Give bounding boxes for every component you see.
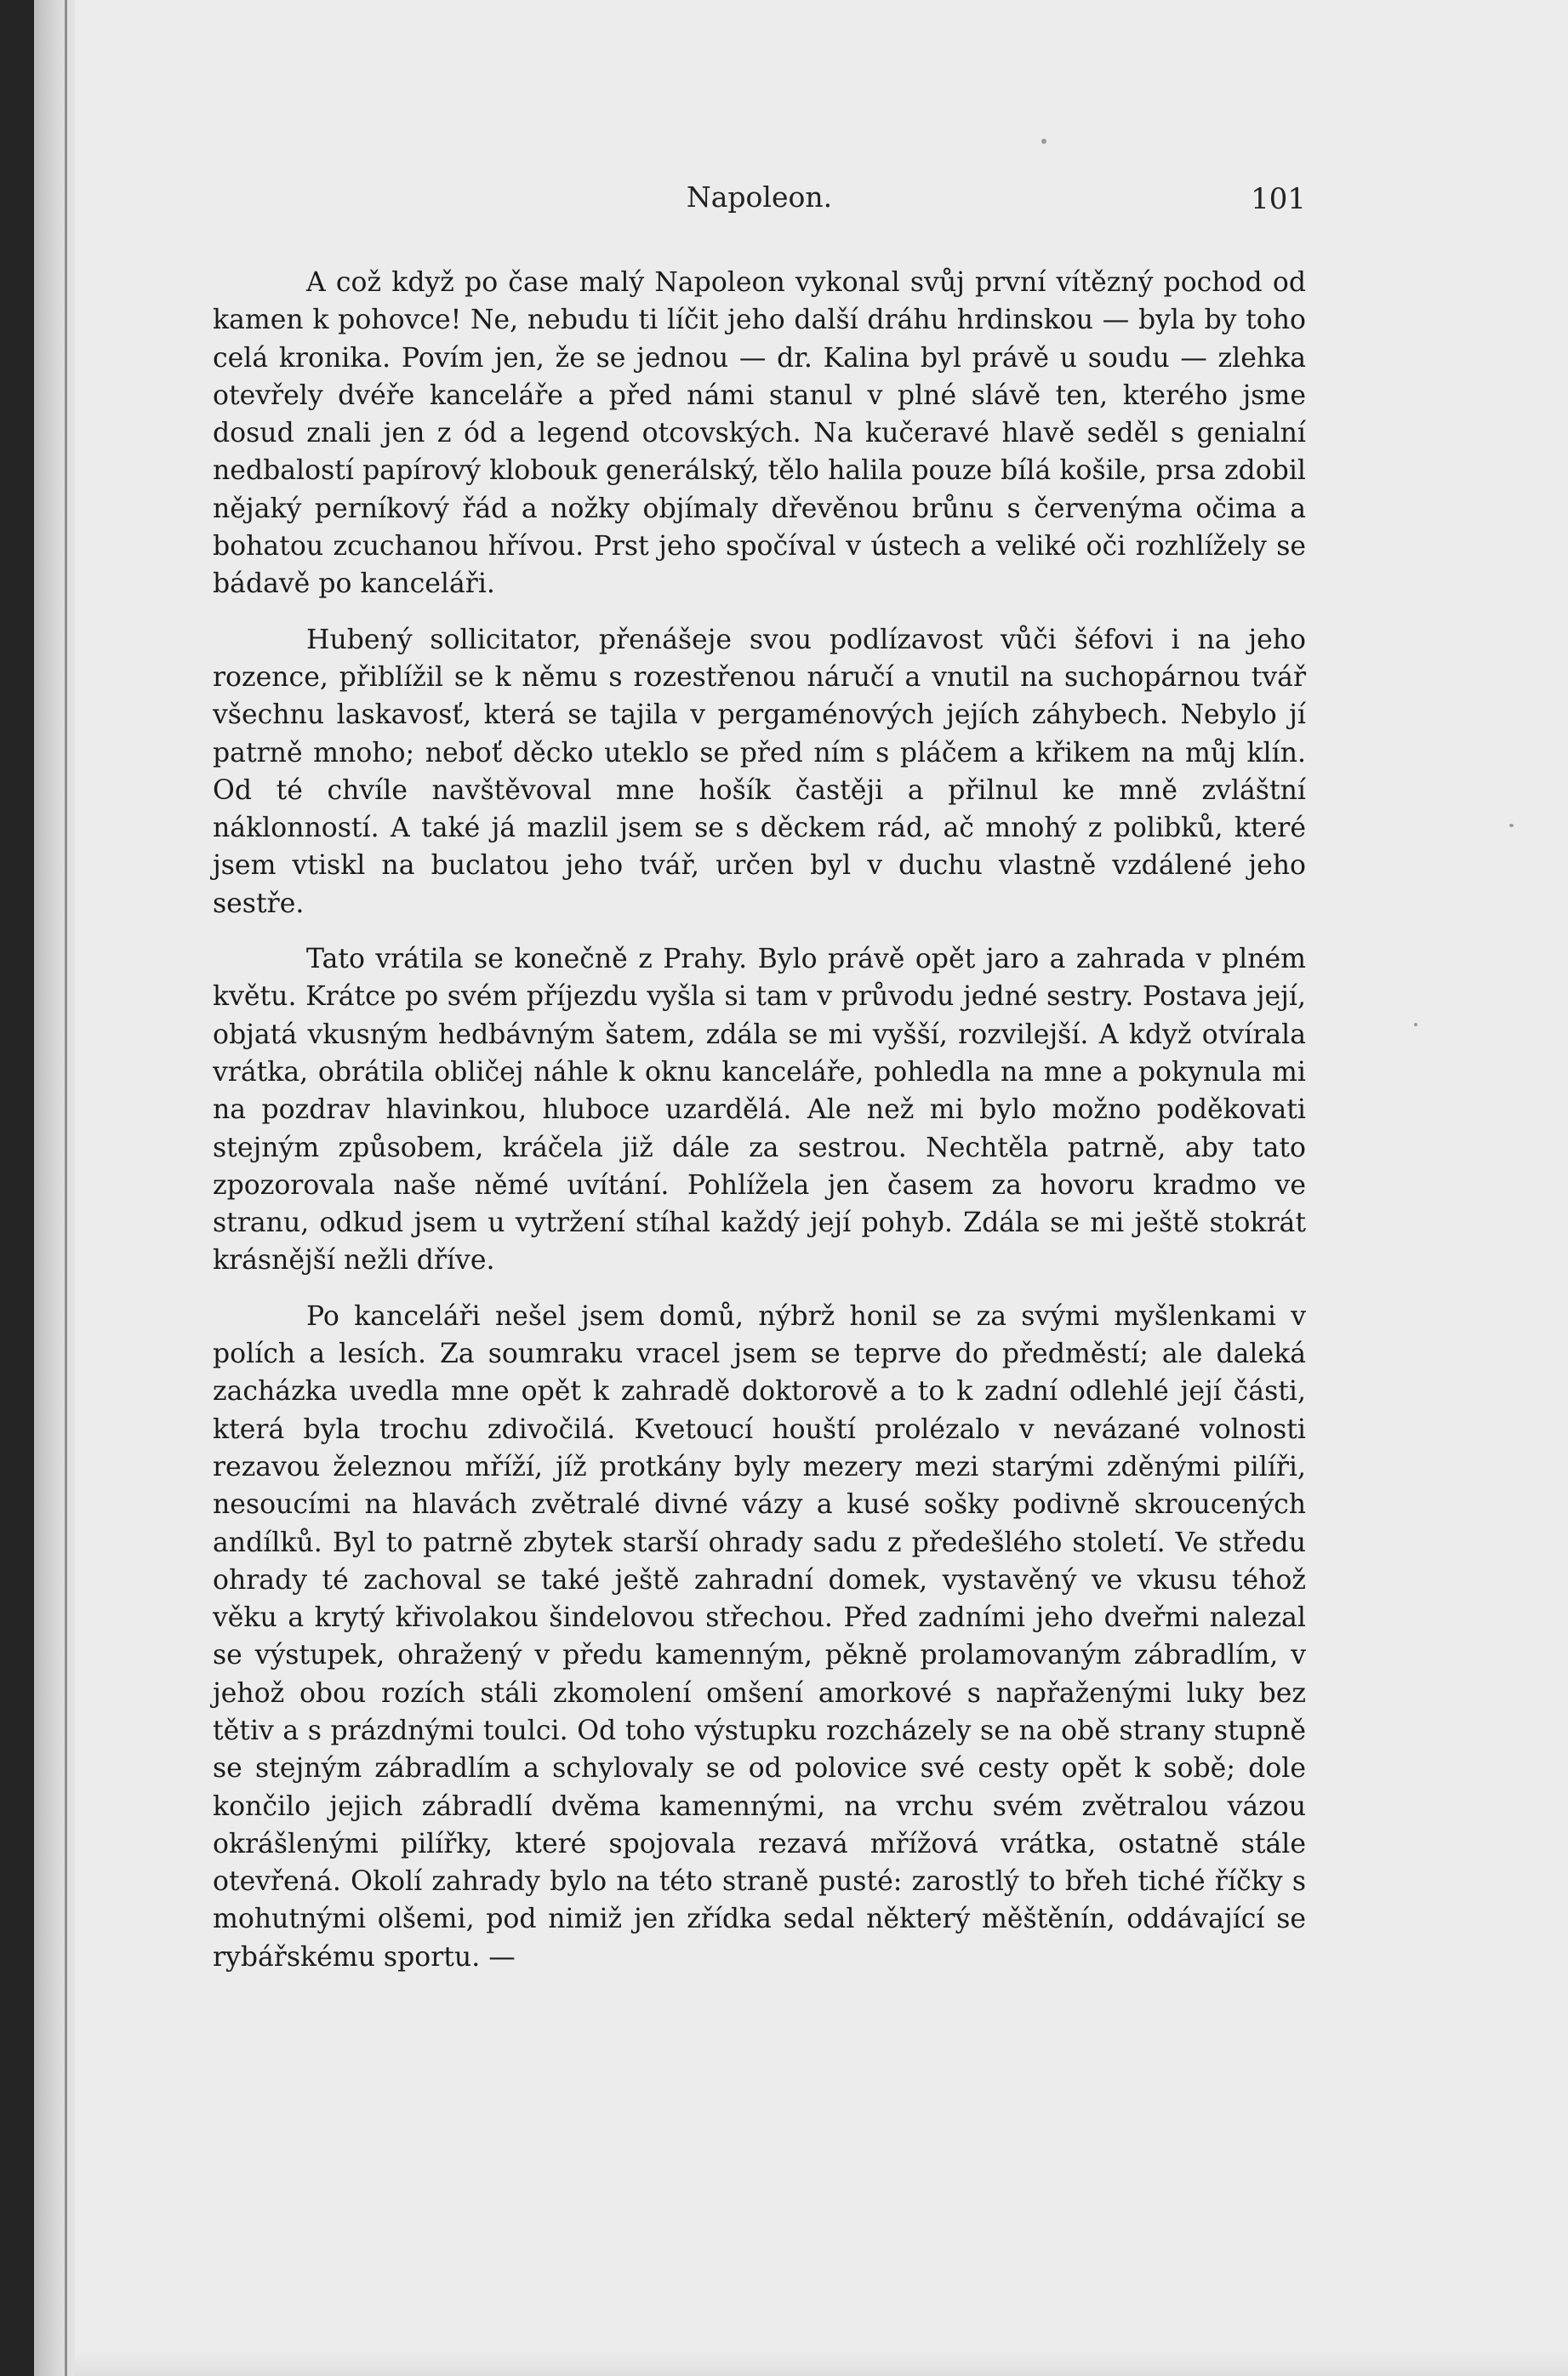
page-number: 101 xyxy=(1251,182,1306,216)
binding-fold-line xyxy=(65,0,67,2376)
page-bottom-shadow xyxy=(75,2350,1568,2376)
paragraph: Tato vrátila se konečně z Prahy. Bylo právě opět jaro a zahrada v plném květu. Krátce po svém příjezdu vyšla si tam v průvodu jedné sestry. Postava její, objatá vkusným hedbávným šatem, zdála se mi vyšší, rozvilejší. A když otvírala vrátka, obrátila obličej náhle k oknu kanceláře, pohledla na mne a pokynula mi na pozdrav hlavinkou, hluboce uzardělá. Ale než mi bylo možno poděkovati stejným způsobem, kráčela již dále za sestrou. Nechtěla patrně, aby tato zpozorovala naše němé uvítání. Pohlížela jen časem za hovoru kradmo ve stranu, odkud jsem u vytržení stíhal každý její pohyb. Zdála se mi ještě stokrát krásnější nežli dříve. xyxy=(213,944,1306,1277)
paper-speck xyxy=(1041,139,1046,144)
body-text xyxy=(213,264,1306,1976)
page-header xyxy=(213,180,1306,231)
page-edge xyxy=(34,0,75,2376)
paragraph: Po kanceláři nešel jsem domů, nýbrž honil se za svými myšlenkami v polích a lesích. Za soumraku vracel jsem se teprve do předměstí; ale daleká zacházka uvedla mne opět k zahradě doktorově a to k zadní odlehlé její části, která byla trochu zdivočilá. Kvetoucí houští prolézalo v nevázané volnosti rezavou železnou mříží, jíž protkány byly mezery mezi starými zděnými pilíři, nesoucími na hlavách zvětralé divné vázy a kusé sošky podivně skroucených andílků. Byl to patrně zbytek starší ohrady sadu z předešlého století. Ve středu ohrady té zachoval se také ještě zahradní domek, vystavěný ve vkusu téhož věku a krytý křivolakou šindelovou střechou. Před zadními jeho dveřmi nalezal se výstupek, ohražený v předu kamenným, pěkně prolamovaným zábradlím, v jehož obou rozích stáli zkomolení omšení amorkové s napřaženými luky bez tětiv a s prázdnými toulci. Od toho výstupku rozcházely se na obě strany stupně se stejným zábradlím a schylovaly se od polovice své cesty opět k sobě; dole končilo jejich zábradlí dvěma kamennými, na vrchu svém zvětralou vázou okrášlenými pilířky, které spojovala rezavá mřížová vrátka, ostatně stále otevřená. Okolí zahrady bylo na této straně pusté: zarostlý to břeh tiché říčky s mohutnými olšemi, pod nimiž jen zřídka sedal některý měštěnín, oddávající se rybářskému sportu. — xyxy=(213,1300,1306,1973)
running-title: Napoleon. xyxy=(686,180,833,214)
paragraph: A což když po čase malý Napoleon vykonal svůj první vítězný pochod od kamen k pohovce! Ne, nebudu ti líčit jeho další dráhu hrdinskou — byla by toho celá kronika. Povím jen, že se jednou — dr. Kalina byl právě u soudu — zlehka otevřely dvéře kanceláře a před námi stanul v plné slávě ten, kterého jsme dosud znali jen z ód a legend otcovských. Na kučeravé hlavě seděl s genialní nedbalostí papírový klobouk generálský, tělo halila pouze bílá košile, prsa zdobil nějaký perníkový řád a nožky objímaly dřevěnou brůnu s červenýma očima a bohatou zcuchanou hřívou. Prst jeho spočíval v ústech a veliké oči rozhlížely se bádavě po kanceláři. xyxy=(213,267,1306,600)
paper-speck xyxy=(1509,824,1514,827)
scan-dark-margin xyxy=(0,0,34,2376)
paragraph: Hubený sollicitator, přenášeje svou podlízavost vůči šéfovi i na jeho rozence, přiblížil se k němu s rozestřenou náručí a vnutil na suchopárnou tvář všechnu laskavosť, která se tajila v pergaménových jejích záhybech. Nebylo jí patrně mnoho; neboť děcko uteklo se před ním s pláčem a křikem na můj klín. Od té chvíle navštěvoval mne hošík častěji a přilnul ke mně zvláštní náklonností. A také já mazlil jsem se s děckem rád, ač mnohý z polibků, které jsem vtiskl na buclatou jeho tvář, určen byl v duchu vlastně vzdálené jeho sestře. xyxy=(213,624,1306,919)
paper-speck xyxy=(1414,1023,1417,1026)
